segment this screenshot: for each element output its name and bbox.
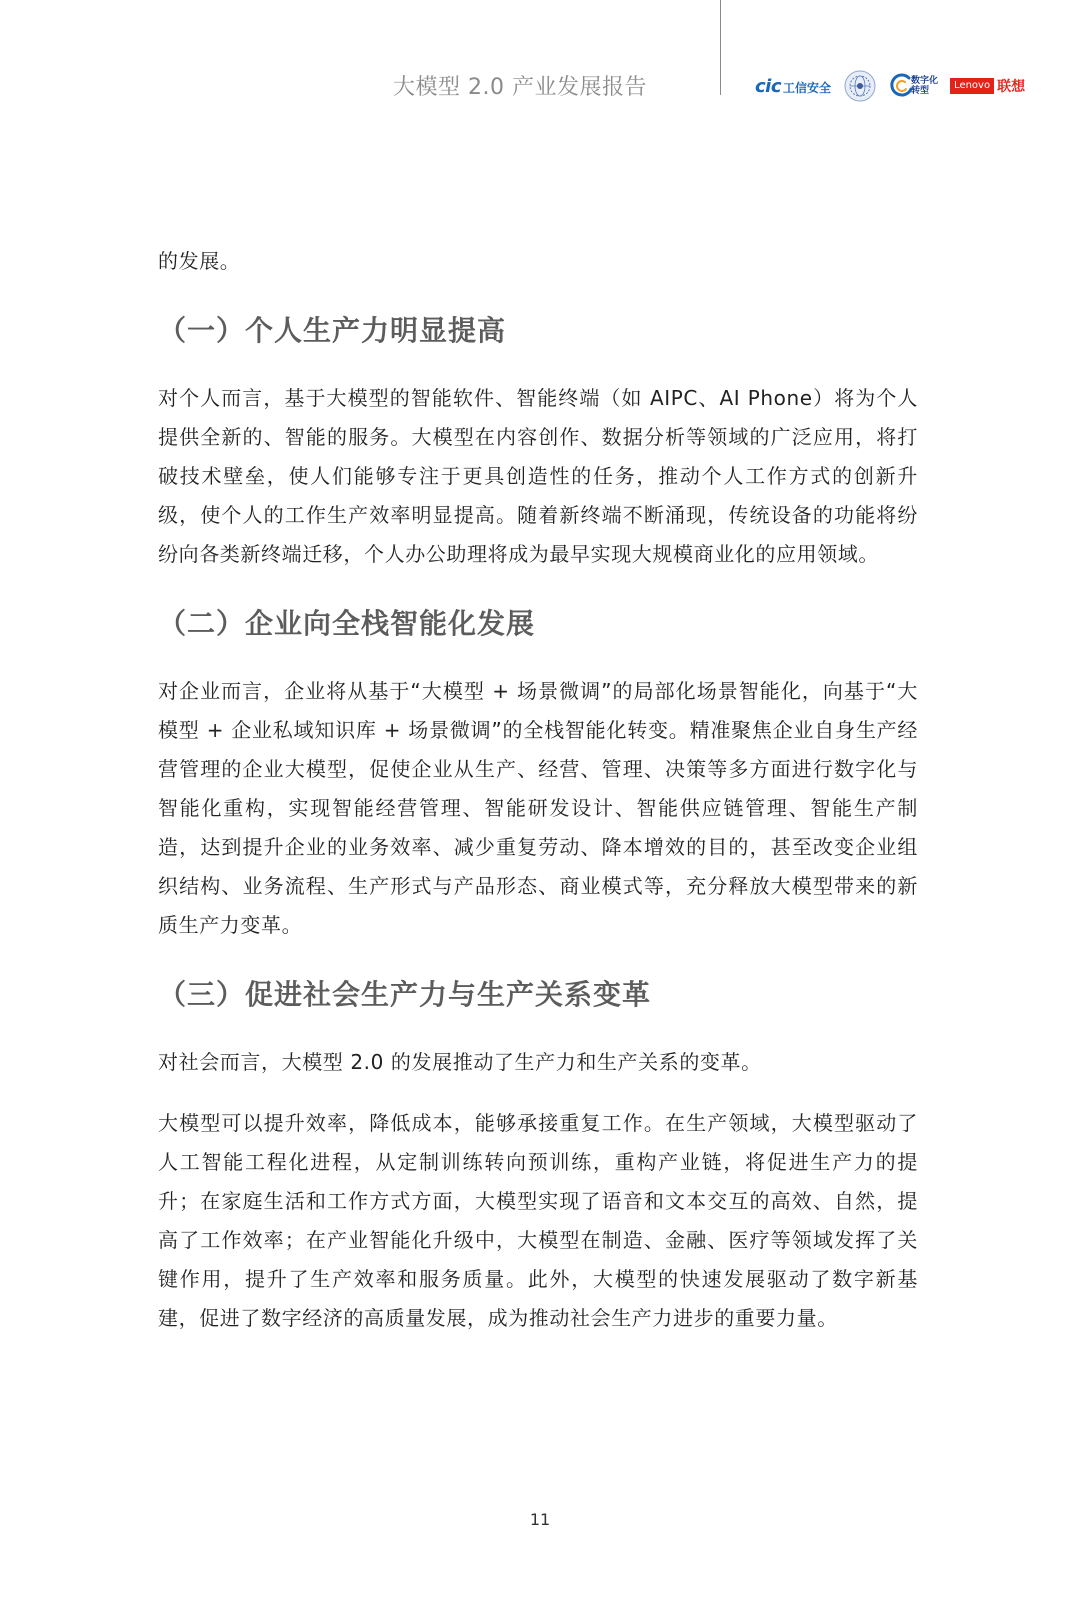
section-3-paragraph-1: 对社会而言，大模型 2.0 的发展推动了生产力和生产关系的变革。 — [158, 1050, 762, 1074]
section-1-paragraph: 对个人而言，基于大模型的智能软件、智能终端（如 AIPC、AI Phone）将为个人提供全新的、智能的服务。大模型在内容创作、数据分析等领域的广泛应用，将打破技术壁垒，使人们能够专注于更具创造性的任务，推动个人工作方式的创新升级，使个人的工作生产效率明显提高。随着新终端不断涌现，传统设备的功能将纷纷向各类新终端迁移，个人办公助理将成为最早实现大规模商业化的应用领域。 — [158, 386, 918, 566]
section-3-paragraph-2: 大模型可以提升效率，降低成本，能够承接重复工作。在生产领域，大模型驱动了人工智能工程化进程，从定制训练转向预训练，重构产业链，将促进生产力的提升；在家庭生活和工作方式方面，大模型实现了语音和文本交互的高效、自然，提高了工作效率；在产业智能化升级中，大模型在制造、金融、医疗等领域发挥了关键作用，提升了生产效率和服务质量。此外，大模型的快速发展驱动了数字新基建，促进了数字经济的高质量发展，成为推动社会生产力进步的重要力量。 — [158, 1111, 918, 1330]
document-body — [158, 242, 918, 1338]
cic-logo-mark: cic — [755, 75, 782, 97]
digital-logo-line1: 数字化 — [911, 76, 939, 86]
partner-logos — [755, 66, 1045, 106]
digital-logo-line2: 转型 — [911, 86, 930, 96]
page-number: 11 — [529, 1510, 551, 1529]
cic-logo — [755, 76, 831, 97]
section-heading-1: （一）个人生产力明显提高 — [158, 314, 507, 347]
section-heading-3: （三）促进社会生产力与生产关系变革 — [158, 978, 652, 1011]
cic-logo-text: 工信安全 — [783, 80, 832, 95]
section-heading-2: （二）企业向全栈智能化发展 — [158, 607, 536, 640]
report-title: 大模型 2.0 产业发展报告 — [393, 75, 647, 100]
intro-paragraph: 的发展。 — [158, 249, 241, 273]
lenovo-logo-cn: 联想 — [997, 79, 1026, 95]
globe-logo-icon — [843, 69, 877, 103]
header-divider — [720, 0, 721, 95]
section-2-paragraph: 对企业而言，企业将从基于“大模型 + 场景微调”的局部化场景智能化，向基于“大模型 + 企业私域知识库 + 场景微调”的全栈智能化转变。精准聚焦企业自身生产经营管理的企业大模型，促使企业从生产、经营、管理、决策等多方面进行数字化与智能化重构，实现智能经营管理、智能研发设计、智能供应链管理、智能生产制造，达到提升企业的业务效率、减少重复劳动、降本增效的目的，甚至改变企业组织结构、业务流程、生产形式与产品形态、商业模式等，充分释放大模型带来的新质生产力变革。 — [158, 679, 918, 937]
lenovo-logo — [950, 76, 1025, 96]
lenovo-logo-en: Lenovo — [950, 78, 994, 94]
digital-transformation-logo — [889, 73, 938, 99]
